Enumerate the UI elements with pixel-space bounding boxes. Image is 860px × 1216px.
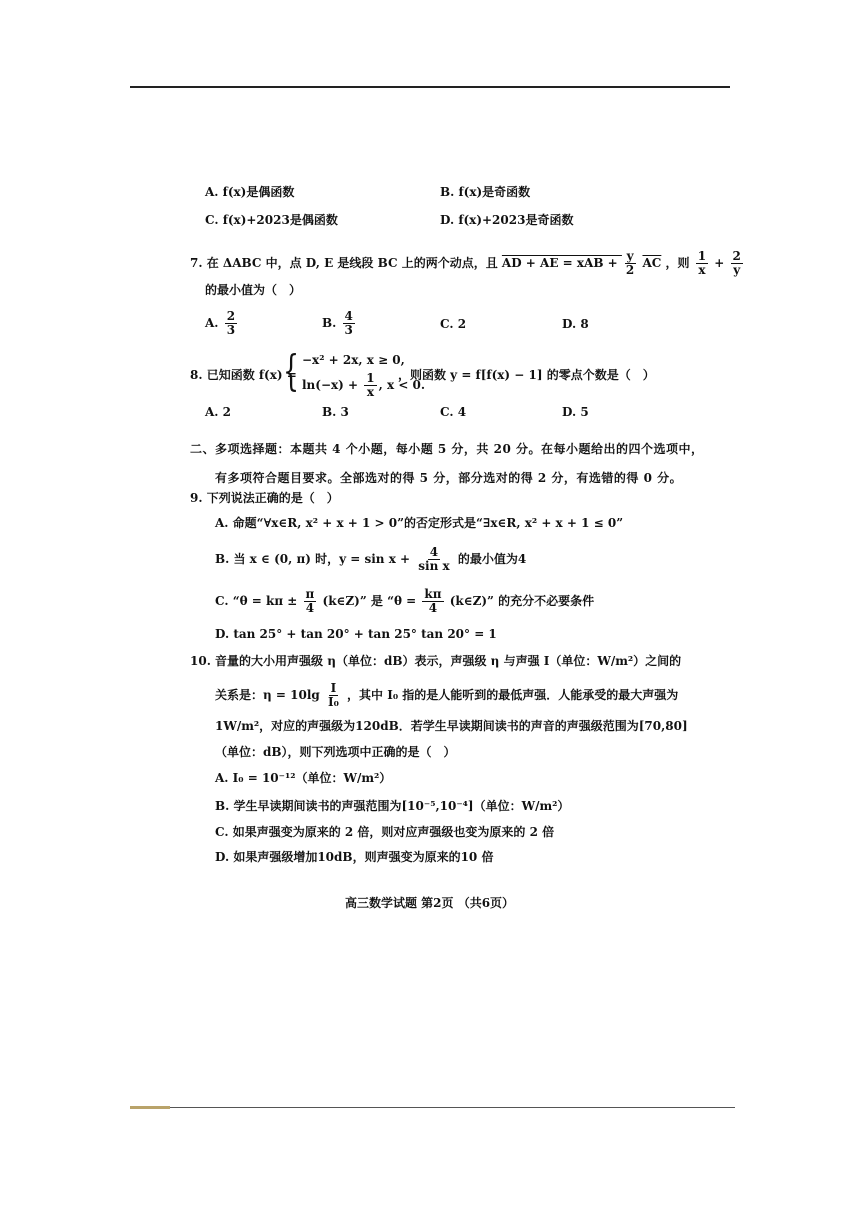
q6-option-a: A. f(x)是偶函数 xyxy=(205,185,295,199)
bottom-rule-accent xyxy=(130,1106,170,1109)
q9-option-c: C. “θ = kπ ± $\frac{\pi}{4}$ (k∈Z)” 是 “θ = $\frac{k\pi}{4}$ (k∈Z)” 的充分不必要条件 xyxy=(215,587,595,615)
q10-option-c: C. 如果声强变为原来的 2 倍，则对应声强级也变为原来的 2 倍 xyxy=(215,825,555,839)
q10-option-d: D. 如果声强级增加10dB，则声强变为原来的10 倍 xyxy=(215,850,494,864)
q8-case-2: ln(−x) + $\frac{1}{x}$ , x < 0. xyxy=(302,371,426,399)
q8-tail: ，则函数 y = f[f(x) − 1] 的零点个数是（ ） xyxy=(398,368,655,382)
bottom-rule xyxy=(130,1107,735,1108)
q8-option-a: A. 2 xyxy=(205,405,232,419)
q10-option-a: A. I₀ = 10⁻¹²（单位：W/m²） xyxy=(215,771,392,785)
q7-fraction-1-over-x: $\frac{1}{x}$ xyxy=(697,249,707,277)
q10-line1: 10. 音量的大小用声强级 η（单位：dB）表示，声强级 η 与声强 I（单位：W/m²）之间的 xyxy=(190,654,682,668)
q7-option-c: C. 2 xyxy=(440,317,467,331)
section2-title-line1: 二、多项选择题：本题共 4 个小题，每小题 5 分，共 20 分。在每小题给出的四个选项中， xyxy=(190,442,704,456)
q6-option-d: D. f(x)+2023是奇函数 xyxy=(440,213,574,227)
q7-fraction-y-over-2: $\frac{y}{2}$ xyxy=(625,249,635,277)
q7-stem-line1: 7. 在 ΔABC 中，点 D, E 是线段 BC 上的两个动点，且 AD + AE = xAB + $\frac{y}{2}$ $\overline{AC}$ ，则 $\frac{1}{x}$ + $\frac{2}{y}$ xyxy=(190,249,741,277)
q7-stem-line2: 的最小值为（ ） xyxy=(205,283,302,297)
q9-option-b: B. 当 x ∈ (0, π) 时，y = sin x + $\frac{4}{\text{sin x}}$ 的最小值为4 xyxy=(215,545,527,573)
q6-option-b: B. f(x)是奇函数 xyxy=(440,185,531,199)
q9-option-a: A. 命题“∀x∈R, x² + x + 1 > 0”的否定形式是“∃x∈R, x² + x + 1 ≤ 0” xyxy=(215,516,624,530)
q8-option-c: C. 4 xyxy=(440,405,467,419)
q7-vector-eq: AD + AE = xAB + xyxy=(501,256,622,270)
q6-option-c: C. f(x)+2023是偶函数 xyxy=(205,213,338,227)
q9-option-d: D. tan 25° + tan 20° + tan 25° tan 20° = 1 xyxy=(215,627,497,641)
q10-line2: 关系是：η = 10lg $\frac{I}{\text{I₀}}$ ，其中 I₀ 指的是人能听到的最低声强．人能承受的最大声强为 xyxy=(215,681,679,709)
q8-piecewise-brace: { xyxy=(283,346,300,395)
q8-case-1: −x² + 2x, x ≥ 0, xyxy=(302,353,405,367)
q7-option-d: D. 8 xyxy=(562,317,589,331)
q9-stem: 9. 下列说法正确的是（ ） xyxy=(190,491,339,505)
page-footer: 高三数学试题 第2页 （共6页） xyxy=(345,896,515,910)
q8-option-b: B. 3 xyxy=(322,405,349,419)
q8-lead: 8. 已知函数 f(x) = xyxy=(190,368,297,382)
q7-fraction-2-over-y: $\frac{2}{y}$ xyxy=(732,249,741,277)
q10-option-b: B. 学生早读期间读书的声强范围为[10⁻⁵,10⁻⁴]（单位：W/m²） xyxy=(215,799,570,813)
q7-option-a: A. $\frac{2}{3}$ xyxy=(205,309,236,337)
q10-line3: 1W/m²，对应的声强级为120dB．若学生早读期间读书的声音的声强级范围为[70,80] xyxy=(215,719,688,733)
q10-line4: （单位：dB），则下列选项中正确的是（ ） xyxy=(215,745,456,759)
q8-option-d: D. 5 xyxy=(562,405,589,419)
section2-title-line2: 有多项符合题目要求。全部选对的得 5 分，部分选对的得 2 分，有选错的得 0 分。 xyxy=(215,471,683,485)
q7-option-b: B. $\frac{4}{3}$ xyxy=(322,309,353,337)
top-rule xyxy=(130,86,730,88)
